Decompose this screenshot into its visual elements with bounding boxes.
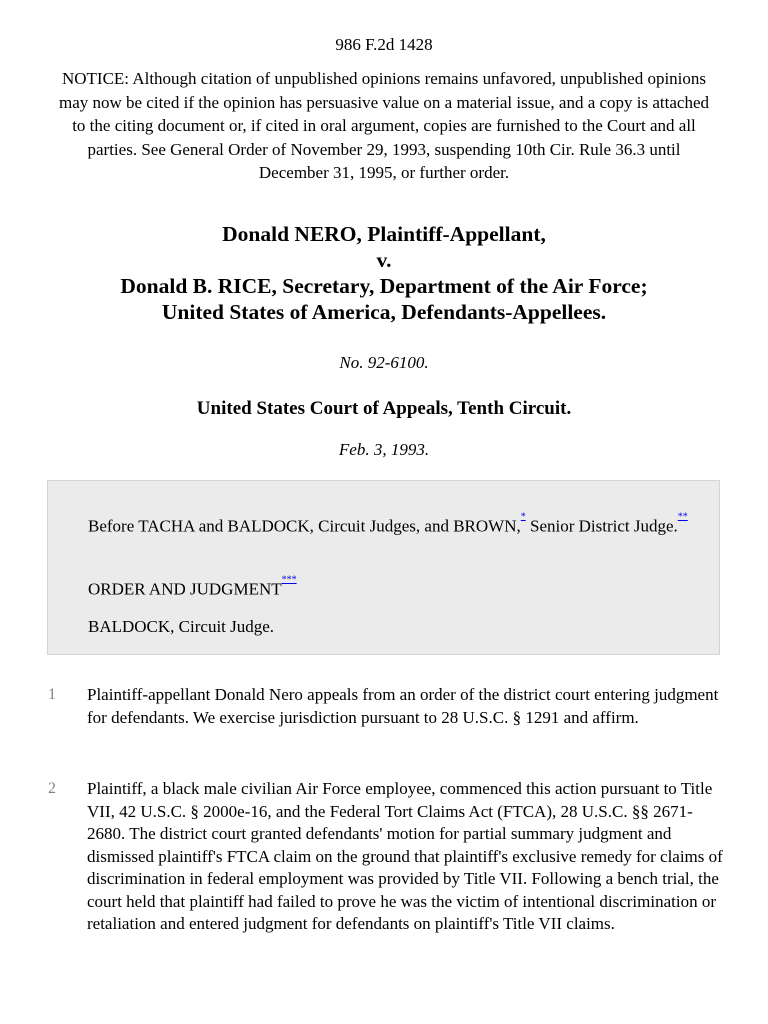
appellee-name-line1: Donald B. RICE, Secretary, Department of the Air Force; (120, 274, 648, 298)
versus-label: v. (376, 248, 392, 272)
order-title (88, 573, 688, 601)
footnote-link-1[interactable]: * (520, 511, 526, 523)
court-name: United States Court of Appeals, Tenth Circuit. (196, 398, 572, 419)
order-title-text: ORDER AND JUDGMENT (88, 579, 282, 599)
docket-number: No. 92-6100. (339, 353, 429, 372)
opinion-author: BALDOCK, Circuit Judge. (88, 617, 275, 636)
bench-text-part1: Before TACHA and BALDOCK, Circuit Judges, and BROWN, (88, 516, 521, 536)
bench-text-part2: Senior District Judge. (525, 516, 678, 536)
case-caption (0, 221, 768, 325)
judges-panel-box (47, 480, 720, 655)
paragraph-number: 1 (48, 686, 56, 703)
appellant-name: Donald NERO, Plaintiff-Appellant, (222, 222, 546, 246)
bench-statement (88, 510, 688, 538)
decision-date: Feb. 3, 1993. (338, 440, 430, 459)
paragraph-text: Plaintiff-appellant Donald Nero appeals from an order of the district court entering judgment for defendants. We exercise jurisdiction pursuant to 28 U.S.C. § 1291 and affirm. (87, 685, 719, 727)
appellee-name-line2: United States of America, Defendants-Appellees. (161, 300, 607, 324)
case-citation: 986 F.2d 1428 (335, 35, 433, 54)
footnote-link-2[interactable]: ** (677, 511, 688, 523)
footnote-link-3[interactable]: *** (281, 574, 297, 586)
paragraph-number: 2 (48, 780, 56, 797)
paragraph-text: Plaintiff, a black male civilian Air Force employee, commenced this action pursuant to Title VII, 42 U.S.C. § 2000e-16, and the Federal Tort Claims Act (FTCA), 28 U.S.C. §§ 2671-2680. The district court granted defendants' motion for partial summary judgment and dismissed plaintiff's FTCA claim on the ground that plaintiff's exclusive remedy for claims of discrimination in federal employment was provided by Title VII. Following a bench trial, the court held that plaintiff had failed to prove he was the victim of intentional discrimination or retaliation and entered judgment for defendants on plaintiff's Title VII claims. (87, 779, 723, 933)
unpublished-opinion-notice: NOTICE: Although citation of unpublished opinions remains unfavored, unpublished opinions may now be cited if the opinion has persuasive value on a material issue, and a copy is attached to the citing document or, if cited in oral argument, copies are furnished to the Court and all parties. See General Order of November 29, 1993, suspending 10th Cir. Rule 36.3 until December 31, 1995, or further order. (58, 69, 710, 183)
